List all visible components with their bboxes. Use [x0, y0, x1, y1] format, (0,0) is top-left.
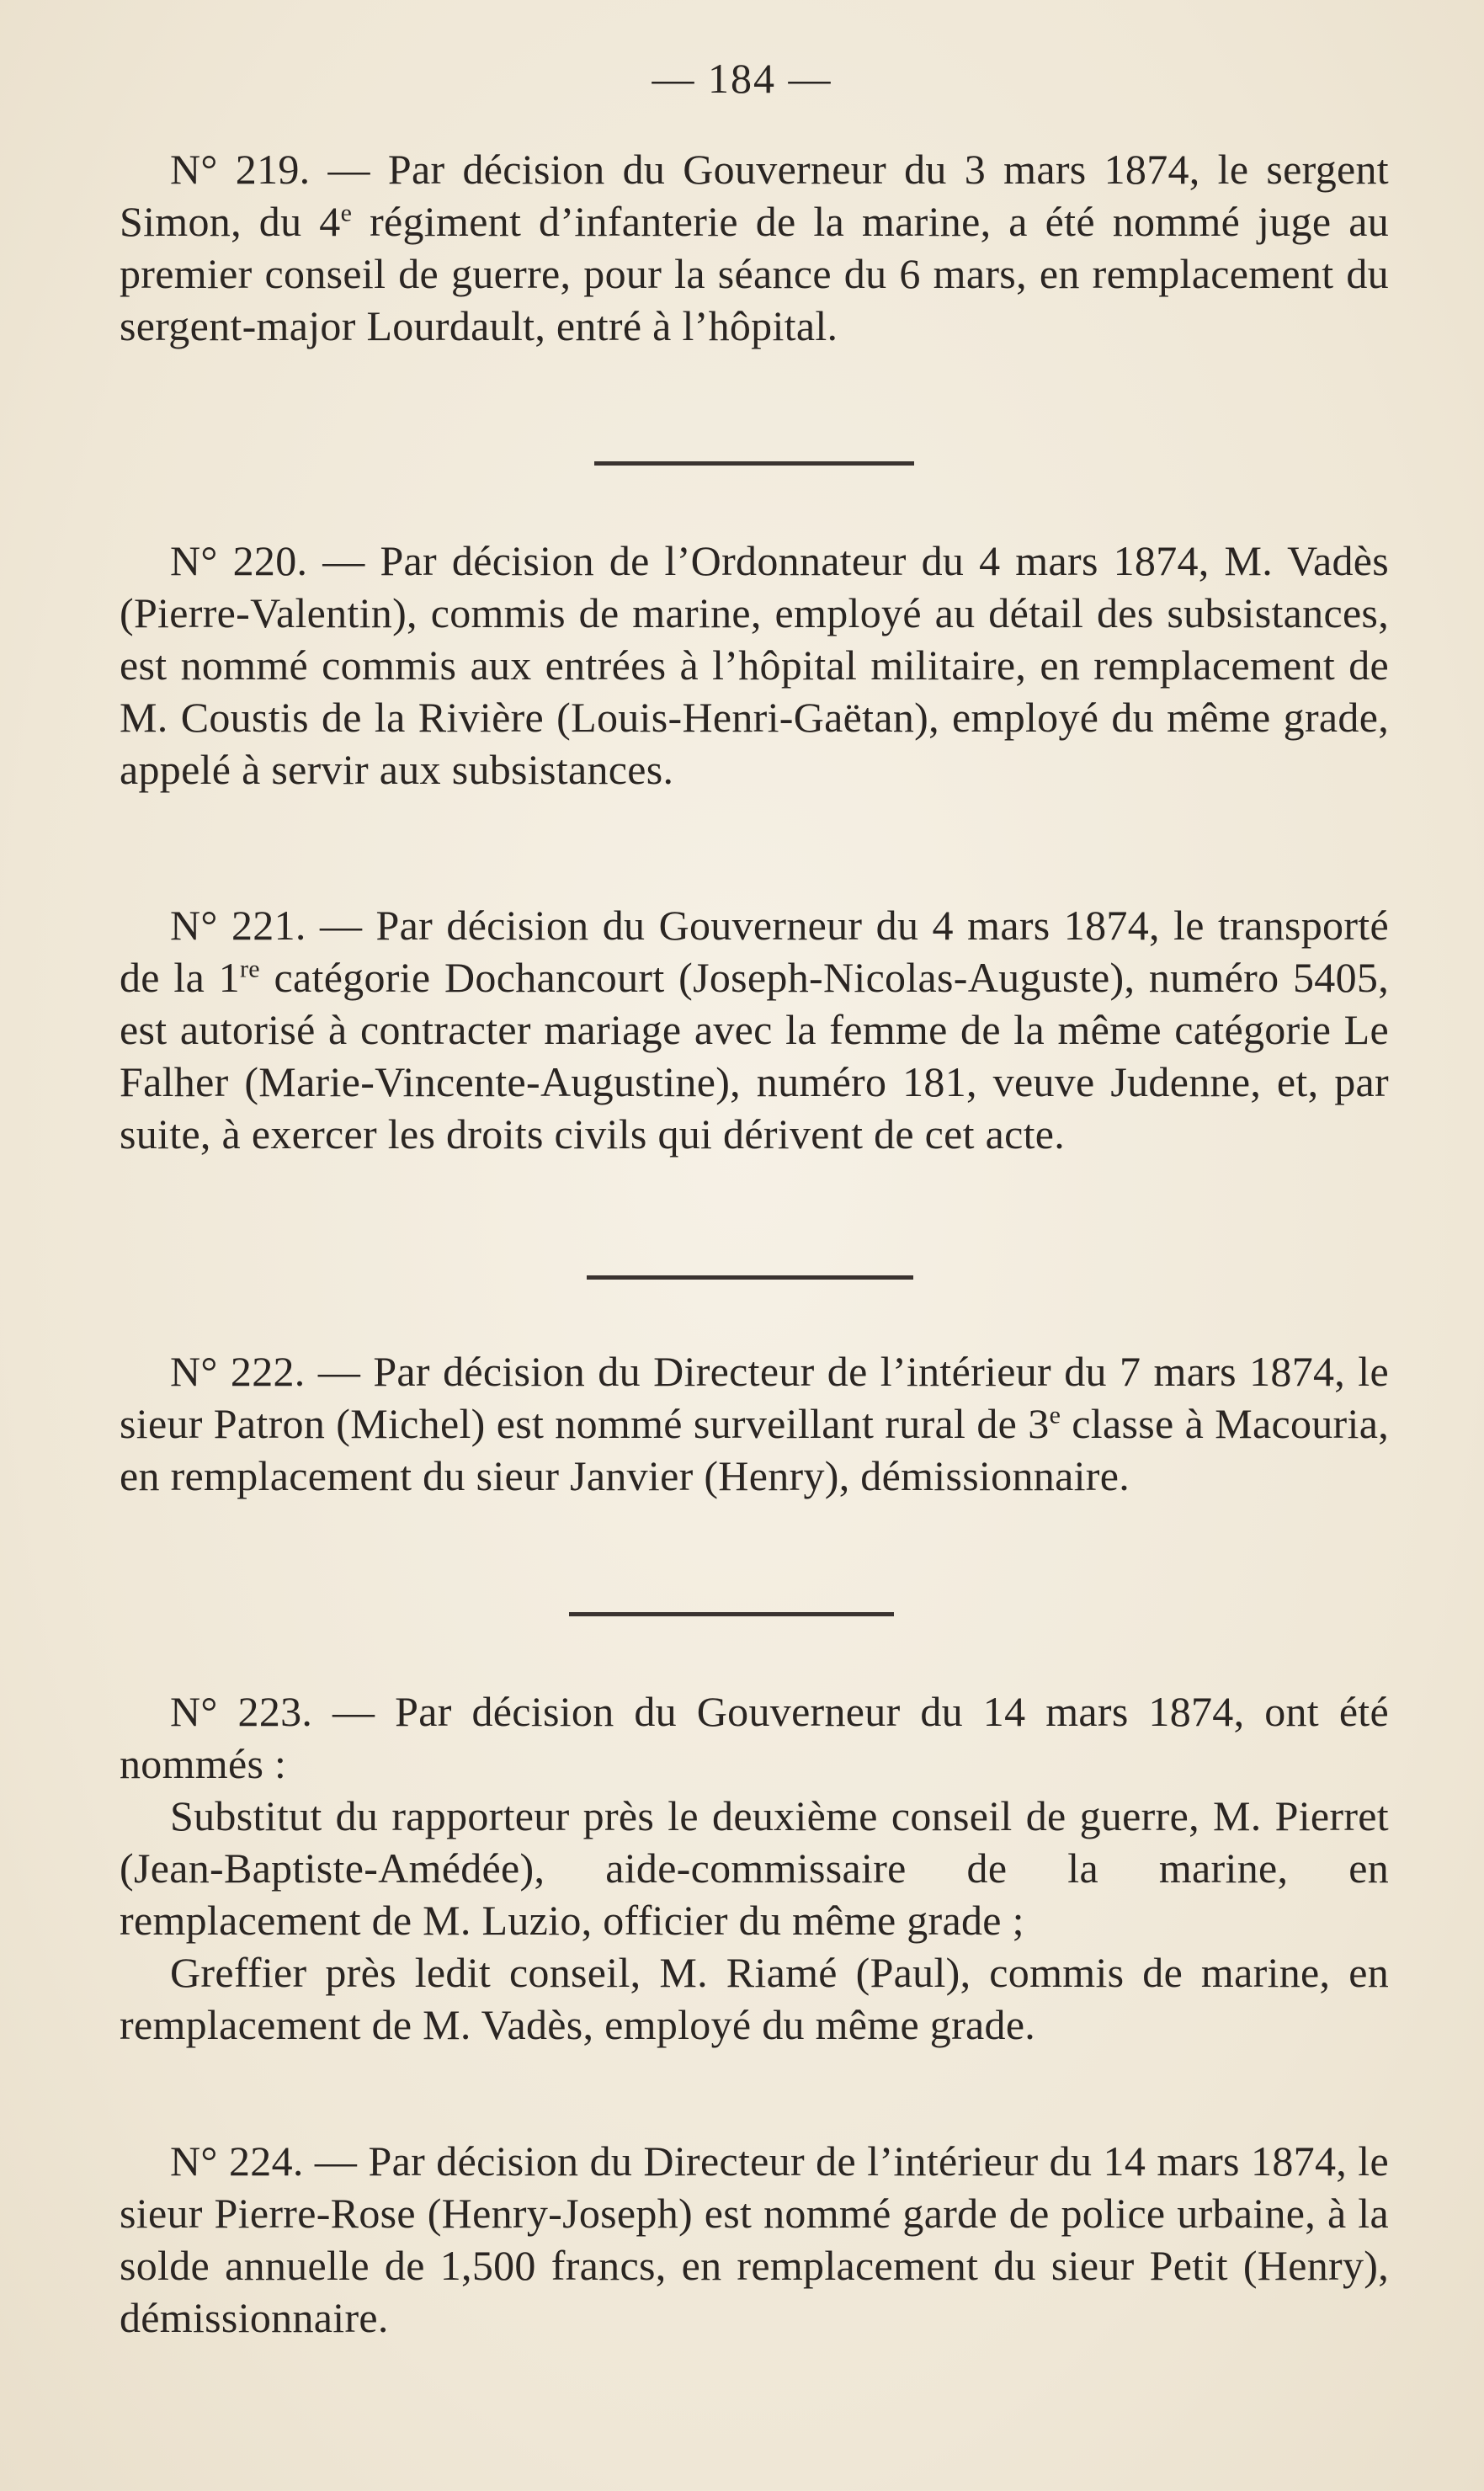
- entry-220: [120, 535, 1389, 796]
- entry-221: [120, 899, 1389, 1160]
- entry-223: [120, 1685, 1389, 2051]
- entry-224: [120, 2135, 1389, 2344]
- section-divider: [587, 1275, 913, 1280]
- page-number: — 184 —: [652, 55, 832, 102]
- section-divider: [594, 461, 914, 466]
- paragraph: Substitut du rapporteur près le deuxième conseil de guerre, M. Pierret (Jean-Baptiste-Amédée), aide-commissaire de la marine, en remplacement de M. Luzio, officier du même grade ;: [120, 1792, 1389, 1944]
- paragraph: N° 222. — Par décision du Directeur de l’intérieur du 7 mars 1874, le sieur Patron (Michel) est nommé surveillant rural de 3e classe à Macouria, en remplacement du sieur Janvier (Henry), démissionnaire.: [120, 1348, 1389, 1499]
- paragraph: N° 220. — Par décision de l’Ordonnateur du 4 mars 1874, M. Vadès (Pierre-Valentin), commis de marine, employé au détail des subsistances, est nommé commis aux entrées à l’hôpital militaire, en remplacement de M. Coustis de la Rivière (Louis-Henri-Gaëtan), employé du même grade, appelé à servir aux subsistances.: [120, 537, 1389, 793]
- paragraph: N° 223. — Par décision du Gouverneur du 14 mars 1874, ont été nommés :: [120, 1688, 1389, 1787]
- entry-219: [120, 143, 1389, 352]
- section-divider: [569, 1612, 894, 1616]
- paragraph: N° 219. — Par décision du Gouverneur du 3 mars 1874, le sergent Simon, du 4e régiment d’infanterie de la marine, a été nommé juge au premier conseil de guerre, pour la séance du 6 mars, en remplacement du sergent-major Lourdault, entré à l’hôpital.: [120, 146, 1389, 349]
- paragraph: Greffier près ledit conseil, M. Riamé (Paul), commis de marine, en remplacement de M. Vadès, employé du même grade.: [120, 1949, 1389, 2048]
- paragraph: N° 221. — Par décision du Gouverneur du 4 mars 1874, le transporté de la 1re catégorie Dochancourt (Joseph-Nicolas-Auguste), numéro 5405, est autorisé à contracter mariage avec la femme de la même catégorie Le Falher (Marie-Vincente-Augustine), numéro 181, veuve Judenne, et, par suite, à exercer les droits civils qui dérivent de cet acte.: [120, 902, 1389, 1158]
- paragraph: N° 224. — Par décision du Directeur de l’intérieur du 14 mars 1874, le sieur Pierre-Rose (Henry-Joseph) est nommé garde de police urbaine, à la solde annuelle de 1,500 francs, en remplacement du sieur Petit (Henry), démissionnaire.: [120, 2137, 1389, 2341]
- entry-222: [120, 1345, 1389, 1502]
